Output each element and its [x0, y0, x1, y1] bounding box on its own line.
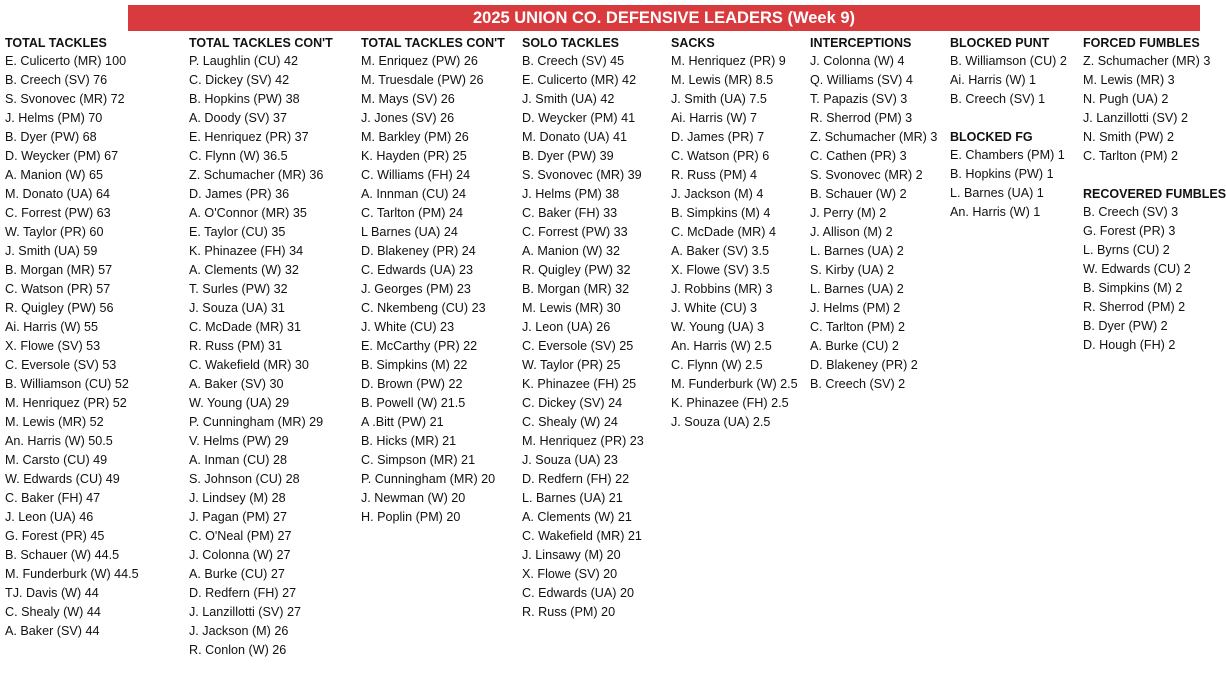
list-item: K. Phinazee (FH) 25: [522, 377, 637, 391]
list-item: K. Phinazee (FH) 34: [189, 244, 304, 258]
list-item: C. Baker (FH) 33: [522, 206, 618, 220]
list-item: A. Inman (CU) 28: [189, 453, 287, 467]
list-item: M. Henriquez (PR) 52: [5, 396, 127, 410]
list-item: H. Poplin (PM) 20: [361, 510, 461, 524]
list-item: M. Lewis (MR) 52: [5, 415, 104, 429]
list-item: B. Dyer (PW) 39: [522, 149, 614, 163]
list-item: C. Edwards (UA) 20: [522, 586, 634, 600]
list-item: C. Tarlton (PM) 24: [361, 206, 463, 220]
list-item: C. Nkembeng (CU) 23: [361, 301, 486, 315]
list-item: B. Hopkins (PW) 38: [189, 92, 300, 106]
list-item: N. Pugh (UA) 2: [1083, 92, 1169, 106]
list-item: A. Baker (SV) 3.5: [671, 244, 769, 258]
list-item: J. White (CU) 23: [361, 320, 455, 334]
column-heading: TOTAL TACKLES CON'T: [189, 36, 333, 50]
list-item: An. Harris (W) 1: [950, 205, 1041, 219]
list-item: J. Smith (UA) 7.5: [671, 92, 767, 106]
list-item: B. Simpkins (M) 22: [361, 358, 468, 372]
list-item: C. Edwards (UA) 23: [361, 263, 473, 277]
list-item: M. Mays (SV) 26: [361, 92, 455, 106]
list-item: E. Chambers (PM) 1: [950, 148, 1065, 162]
list-item: D. Hough (FH) 2: [1083, 338, 1176, 352]
list-item: J. Colonna (W) 27: [189, 548, 291, 562]
list-item: A. Doody (SV) 37: [189, 111, 287, 125]
list-item: R. Conlon (W) 26: [189, 643, 287, 657]
list-item: K. Phinazee (FH) 2.5: [671, 396, 789, 410]
list-item: R. Quigley (PW) 32: [522, 263, 631, 277]
list-item: Ai. Harris (W) 1: [950, 73, 1037, 87]
list-item: W. Taylor (PR) 60: [5, 225, 104, 239]
list-item: B. Williamson (CU) 2: [950, 54, 1067, 68]
column-heading: BLOCKED FG: [950, 130, 1033, 144]
list-item: G. Forest (PR) 45: [5, 529, 105, 543]
list-item: L. Barnes (UA) 1: [950, 186, 1044, 200]
list-item: C. Watson (PR) 57: [5, 282, 111, 296]
list-item: D. Redfern (FH) 22: [522, 472, 630, 486]
list-item: TJ. Davis (W) 44: [5, 586, 99, 600]
list-item: X. Flowe (SV) 20: [522, 567, 618, 581]
list-item: C. McDade (MR) 4: [671, 225, 776, 239]
list-item: J. Perry (M) 2: [810, 206, 887, 220]
list-item: C. McDade (MR) 31: [189, 320, 301, 334]
list-item: Z. Schumacher (MR) 3: [1083, 54, 1211, 68]
stat-column: [1083, 34, 1226, 355]
list-item: L. Barnes (UA) 2: [810, 282, 904, 296]
list-item: A. Clements (W) 21: [522, 510, 632, 524]
column-heading: TOTAL TACKLES CON'T: [361, 36, 505, 50]
list-item: B. Hicks (MR) 21: [361, 434, 457, 448]
list-item: C. Flynn (W) 2.5: [671, 358, 763, 372]
list-item: M. Donato (UA) 41: [522, 130, 627, 144]
list-item: K. Hayden (PR) 25: [361, 149, 467, 163]
list-item: J. Leon (UA) 26: [522, 320, 611, 334]
list-item: L. Barnes (UA) 21: [522, 491, 623, 505]
list-item: D. Blakeney (PR) 2: [810, 358, 918, 372]
column-heading: FORCED FUMBLES: [1083, 36, 1200, 50]
column-heading: BLOCKED PUNT: [950, 36, 1050, 50]
list-item: J. Robbins (MR) 3: [671, 282, 773, 296]
list-item: C. Eversole (SV) 25: [522, 339, 634, 353]
list-item: M. Funderburk (W) 2.5: [671, 377, 798, 391]
list-item: M. Lewis (MR) 30: [522, 301, 621, 315]
list-item: B. Creech (SV) 2: [810, 377, 906, 391]
list-item: J. Smith (UA) 42: [522, 92, 615, 106]
list-item: P. Cunningham (MR) 20: [361, 472, 496, 486]
list-item: A. Manion (W) 32: [522, 244, 620, 258]
list-item: B. Schauer (W) 2: [810, 187, 907, 201]
title-banner: [128, 5, 1200, 31]
list-item: B. Dyer (PW) 68: [5, 130, 97, 144]
list-item: T. Surles (PW) 32: [189, 282, 288, 296]
list-item: J. Colonna (W) 4: [810, 54, 905, 68]
list-item: X. Flowe (SV) 3.5: [671, 263, 770, 277]
list-item: W. Edwards (CU) 49: [5, 472, 120, 486]
list-item: B. Dyer (PW) 2: [1083, 319, 1168, 333]
list-item: J. Souza (UA) 2.5: [671, 415, 771, 429]
list-item: M. Carsto (CU) 49: [5, 453, 108, 467]
list-item: C. Wakefield (MR) 30: [189, 358, 309, 372]
list-item: C. Eversole (SV) 53: [5, 358, 117, 372]
stat-column: [361, 34, 505, 527]
list-item: S. Svonovec (MR) 39: [522, 168, 642, 182]
list-item: X. Flowe (SV) 53: [5, 339, 101, 353]
list-item: W. Edwards (CU) 2: [1083, 262, 1191, 276]
section-spacer: [1083, 166, 1226, 185]
list-item: Q. Williams (SV) 4: [810, 73, 913, 87]
list-item: M. Enriquez (PW) 26: [361, 54, 478, 68]
list-item: Ai. Harris (W) 55: [5, 320, 99, 334]
column-heading: INTERCEPTIONS: [810, 36, 912, 50]
list-item: C. Baker (FH) 47: [5, 491, 101, 505]
list-item: B. Creech (SV) 76: [5, 73, 108, 87]
list-item: J. Souza (UA) 31: [189, 301, 285, 315]
list-item: M. Funderburk (W) 44.5: [5, 567, 139, 581]
list-item: C. Tarlton (PM) 2: [1083, 149, 1178, 163]
list-item: An. Harris (W) 2.5: [671, 339, 772, 353]
list-item: A. Innman (CU) 24: [361, 187, 466, 201]
list-item: J. Helms (PM) 2: [810, 301, 901, 315]
list-item: C. Flynn (W) 36.5: [189, 149, 288, 163]
list-item: N. Smith (PW) 2: [1083, 130, 1174, 144]
list-item: J. Pagan (PM) 27: [189, 510, 287, 524]
list-item: M. Lewis (MR) 8.5: [671, 73, 774, 87]
list-item: W. Young (UA) 3: [671, 320, 765, 334]
list-item: R. Quigley (PW) 56: [5, 301, 114, 315]
page-title: 2025 UNION CO. DEFENSIVE LEADERS (Week 9): [472, 9, 856, 27]
list-item: W. Taylor (PR) 25: [522, 358, 621, 372]
stat-column: [189, 34, 333, 660]
list-item: S. Svonovec (MR) 72: [5, 92, 125, 106]
list-item: R. Russ (PM) 4: [671, 168, 758, 182]
list-item: J. Lanzillotti (SV) 2: [1083, 111, 1188, 125]
list-item: P. Laughlin (CU) 42: [189, 54, 298, 68]
list-item: J. Helms (PM) 38: [522, 187, 620, 201]
list-item: C. Cathen (PR) 3: [810, 149, 907, 163]
list-item: J. Leon (UA) 46: [5, 510, 94, 524]
list-item: C. Tarlton (PM) 2: [810, 320, 905, 334]
list-item: D. Weycker (PM) 67: [5, 149, 119, 163]
list-item: C. Shealy (W) 24: [522, 415, 618, 429]
list-item: R. Russ (PM) 31: [189, 339, 283, 353]
column-heading: TOTAL TACKLES: [5, 36, 107, 50]
list-item: J. Allison (M) 2: [810, 225, 893, 239]
list-item: An. Harris (W) 50.5: [5, 434, 113, 448]
list-item: E. McCarthy (PR) 22: [361, 339, 478, 353]
list-item: M. Henriquez (PR) 23: [522, 434, 644, 448]
list-item: P. Cunningham (MR) 29: [189, 415, 324, 429]
list-item: A. Burke (CU) 2: [810, 339, 899, 353]
list-item: C. O'Neal (PM) 27: [189, 529, 292, 543]
list-item: C. Watson (PR) 6: [671, 149, 770, 163]
list-item: M. Donato (UA) 64: [5, 187, 110, 201]
list-item: E. Henriquez (PR) 37: [189, 130, 309, 144]
list-item: J. Lindsey (M) 28: [189, 491, 286, 505]
list-item: C. Dickey (SV) 42: [189, 73, 290, 87]
list-item: D. James (PR) 7: [671, 130, 765, 144]
list-item: D. Blakeney (PR) 24: [361, 244, 476, 258]
list-item: B. Hopkins (PW) 1: [950, 167, 1054, 181]
list-item: B. Simpkins (M) 4: [671, 206, 771, 220]
list-item: C. Shealy (W) 44: [5, 605, 101, 619]
list-item: W. Young (UA) 29: [189, 396, 290, 410]
list-item: J. Jones (SV) 26: [361, 111, 455, 125]
list-item: Z. Schumacher (MR) 3: [810, 130, 938, 144]
list-item: C. Wakefield (MR) 21: [522, 529, 642, 543]
list-item: B. Williamson (CU) 52: [5, 377, 129, 391]
column-heading: SACKS: [671, 36, 715, 50]
list-item: V. Helms (PW) 29: [189, 434, 289, 448]
stat-column: [810, 34, 937, 394]
list-item: M. Henriquez (PR) 9: [671, 54, 786, 68]
list-item: B. Morgan (MR) 32: [522, 282, 630, 296]
list-item: A. Clements (W) 32: [189, 263, 299, 277]
list-item: A. Burke (CU) 27: [189, 567, 285, 581]
stat-column: [522, 34, 644, 622]
list-item: C. Dickey (SV) 24: [522, 396, 623, 410]
list-item: B. Powell (W) 21.5: [361, 396, 466, 410]
list-item: E. Culicerto (MR) 42: [522, 73, 637, 87]
list-item: B. Simpkins (M) 2: [1083, 281, 1183, 295]
list-item: J. Jackson (M) 26: [189, 624, 289, 638]
list-item: A. O'Connor (MR) 35: [189, 206, 307, 220]
list-item: A. Baker (SV) 44: [5, 624, 100, 638]
list-item: M. Lewis (MR) 3: [1083, 73, 1175, 87]
list-item: B. Morgan (MR) 57: [5, 263, 113, 277]
list-item: L Barnes (UA) 24: [361, 225, 458, 239]
list-item: R. Russ (PM) 20: [522, 605, 616, 619]
list-item: C. Forrest (PW) 33: [522, 225, 628, 239]
list-item: B. Schauer (W) 44.5: [5, 548, 120, 562]
column-heading: RECOVERED FUMBLES: [1083, 187, 1226, 201]
list-item: D. Redfern (FH) 27: [189, 586, 297, 600]
list-item: E. Taylor (CU) 35: [189, 225, 286, 239]
list-item: J. Georges (PM) 23: [361, 282, 471, 296]
list-item: J. Jackson (M) 4: [671, 187, 764, 201]
list-item: A .Bitt (PW) 21: [361, 415, 444, 429]
list-item: J. White (CU) 3: [671, 301, 758, 315]
list-item: E. Culicerto (MR) 100: [5, 54, 127, 68]
list-item: B. Creech (SV) 1: [950, 92, 1046, 106]
list-item: J. Linsawy (M) 20: [522, 548, 621, 562]
list-item: J. Smith (UA) 59: [5, 244, 98, 258]
list-item: D. James (PR) 36: [189, 187, 290, 201]
list-item: D. Brown (PW) 22: [361, 377, 463, 391]
list-item: Ai. Harris (W) 7: [671, 111, 758, 125]
list-item: G. Forest (PR) 3: [1083, 224, 1176, 238]
section-spacer: [950, 109, 1067, 128]
list-item: D. Weycker (PM) 41: [522, 111, 636, 125]
list-item: A. Manion (W) 65: [5, 168, 103, 182]
column-heading: SOLO TACKLES: [522, 36, 619, 50]
list-item: R. Sherrod (PM) 3: [810, 111, 913, 125]
list-item: C. Williams (FH) 24: [361, 168, 471, 182]
stat-column: [5, 34, 139, 641]
list-item: L. Barnes (UA) 2: [810, 244, 904, 258]
list-item: B. Creech (SV) 45: [522, 54, 625, 68]
list-item: L. Byrns (CU) 2: [1083, 243, 1170, 257]
list-item: S. Johnson (CU) 28: [189, 472, 300, 486]
list-item: J. Newman (W) 20: [361, 491, 466, 505]
list-item: J. Lanzillotti (SV) 27: [189, 605, 301, 619]
list-item: S. Kirby (UA) 2: [810, 263, 894, 277]
stat-column: [950, 34, 1067, 222]
list-item: C. Forrest (PW) 63: [5, 206, 111, 220]
list-item: M. Truesdale (PW) 26: [361, 73, 484, 87]
list-item: C. Simpson (MR) 21: [361, 453, 476, 467]
list-item: A. Baker (SV) 30: [189, 377, 284, 391]
stat-column: [671, 34, 798, 432]
list-item: B. Creech (SV) 3: [1083, 205, 1179, 219]
list-item: S. Svonovec (MR) 2: [810, 168, 923, 182]
list-item: M. Barkley (PM) 26: [361, 130, 469, 144]
list-item: R. Sherrod (PM) 2: [1083, 300, 1186, 314]
list-item: Z. Schumacher (MR) 36: [189, 168, 324, 182]
list-item: T. Papazis (SV) 3: [810, 92, 908, 106]
list-item: J. Souza (UA) 23: [522, 453, 618, 467]
list-item: J. Helms (PM) 70: [5, 111, 103, 125]
